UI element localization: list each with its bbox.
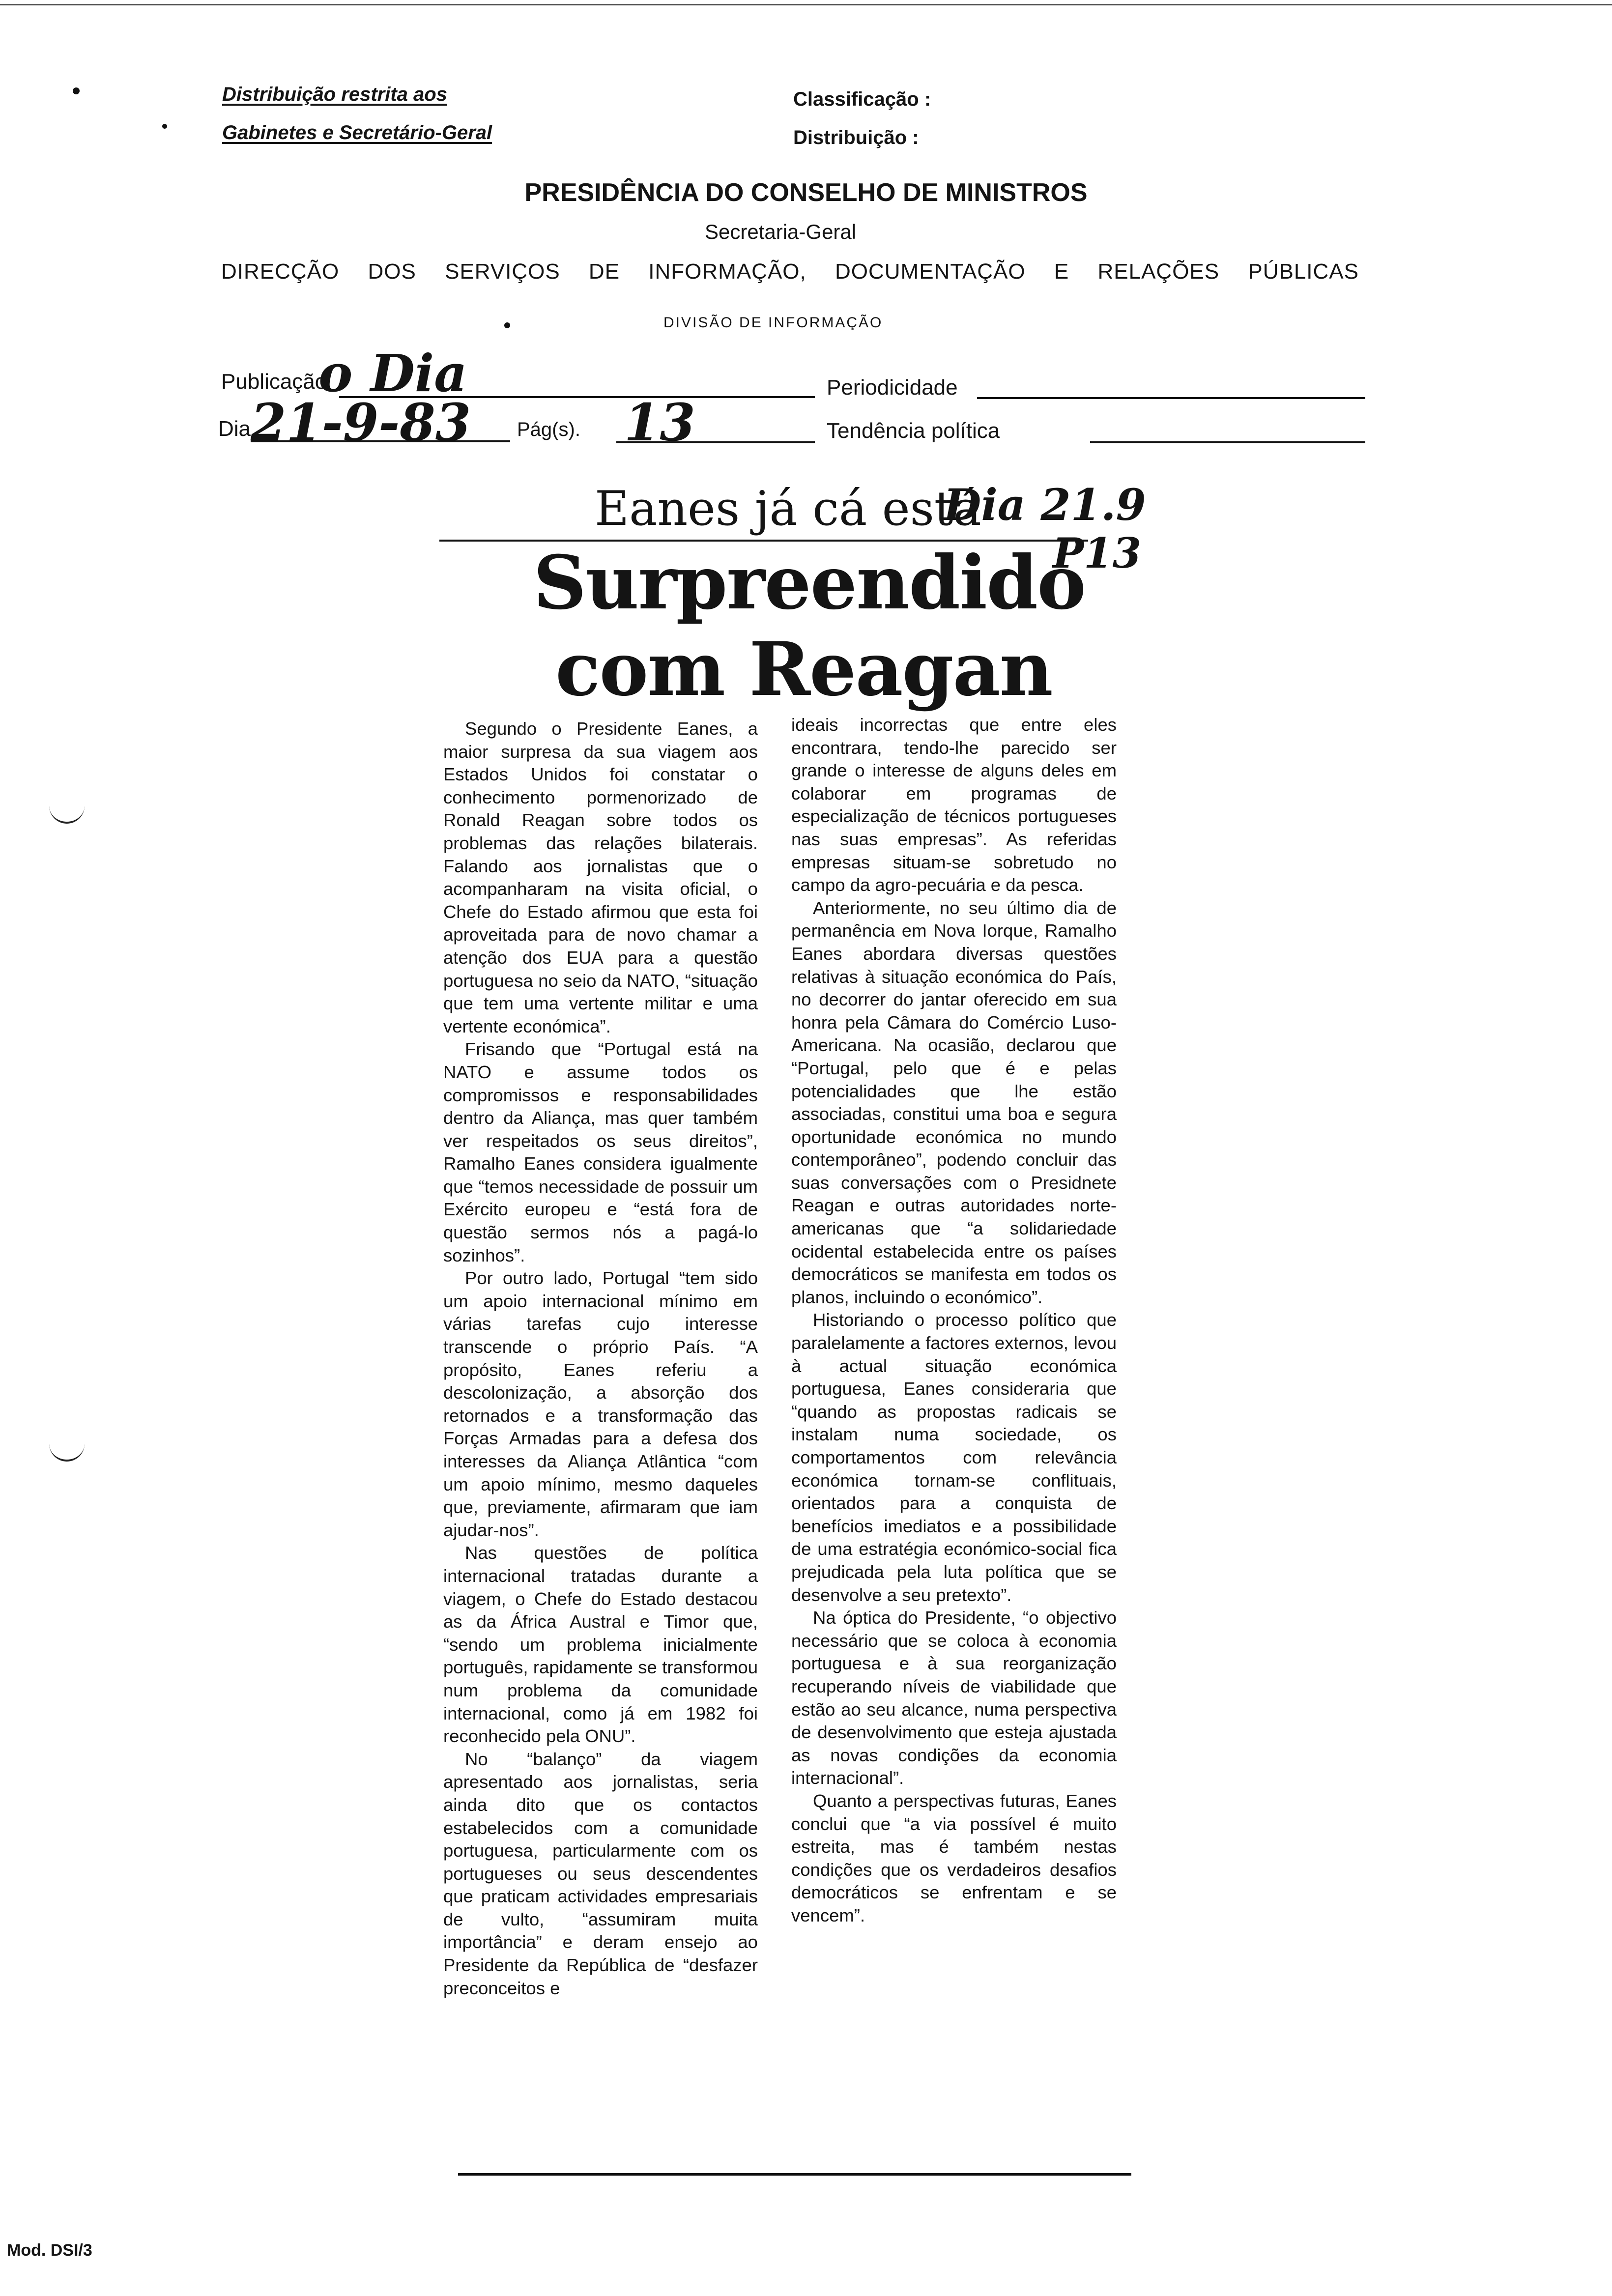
restricted-distribution-line-2: Gabinetes e Secretário-Geral [222, 122, 492, 144]
paragraph: Quanto a perspectivas futuras, Eanes conclui que “a via possível é muito estreita, mas é também nestas condições que os verdadeiros desafios democráticos se enfrentam e se vencem”. [791, 1790, 1117, 1925]
margin-dot [73, 87, 80, 94]
divisao-informacao: DIVISÃO DE INFORMAÇÃO [663, 315, 883, 331]
publicacao-label: Publicação [221, 370, 327, 394]
top-rule [0, 4, 1612, 5]
article-kicker: Eanes já cá está [595, 481, 981, 536]
margin-dot [162, 124, 167, 129]
direccao-title: DIRECÇÃO DOS SERVIÇOS DE INFORMAÇÃO, DOCUMENTAÇÃO E RELAÇÕES PÚBLICAS [221, 259, 1359, 284]
pag-label: Pág(s). [517, 419, 580, 440]
tendencia-label: Tendência política [827, 419, 1000, 443]
margin-dot [504, 322, 510, 328]
dia-line [251, 440, 510, 442]
dia-label: Dia [218, 417, 251, 441]
periodicidade-line [977, 397, 1365, 399]
pag-line [616, 441, 815, 443]
punch-mark [49, 1440, 85, 1462]
paragraph: Frisando que “Portugal está na NATO e assume todos os compromissos e responsabilidades dentro da Aliança, mas quer também ver respeitados os seus direitos”, Ramalho Eanes considera igualmente que “temos necessidade de possuir um Exército europeu e “está fora de questão sermos nós a pagá-lo sozinhos”. [443, 1039, 758, 1265]
form-model-code: Mod. DSI/3 [7, 2241, 92, 2260]
headline-line-2: com Reagan [555, 626, 1052, 713]
headline-line-1: Surpreendido [533, 540, 1086, 626]
article-bottom-rule [458, 2173, 1131, 2176]
handwritten-source-note: Dia 21.9 [944, 479, 1146, 530]
paragraph: Anteriormente, no seu último dia de permanência em Nova Iorque, Ramalho Eanes abordara diversas questões relativas à situação económica do País, no decorrer do jantar oferecido em sua honra pela Câmara do Comércio Luso-Americana. Na ocasião, declarou que “Portugal, pelo que é e pelas potencialidades que lhe estão associadas, constitui uma boa e segura oportunidade económica no mundo contemporâneo”, podendo concluir das suas conversações com o Presidnete Reagan e outras autoridades norte-americanas que “a solidariedade ocidental estabelecida entre os países democráticos se manifesta em todos os planos, incluindo o económico”. [791, 897, 1117, 1307]
article-column-1 [443, 718, 758, 2000]
paragraph: Historiando o processo político que paralelamente a factores externos, levou à actual situação económica portuguesa, Eanes consideraria que “quando as propostas radicais se instalam numa sociedade, os comportamentos com relevância económica tornam-se conflituais, orientados para a conquista de benefícios imediatos e a possibilidade de uma estratégia económico-social fica prejudicada pela luta política que se desenvolve a seu pretexto”. [791, 1310, 1117, 1605]
paragraph: ideais incorrectas que entre eles encontrara, tendo-lhe parecido ser grande o interesse de alguns deles em colaborar em programas de especialização de técnicos portugueses nas suas empresas”. As referidas empresas situam-se sobretudo no campo da agro-pecuária e da pesca. [791, 715, 1117, 895]
paragraph: Por outro lado, Portugal “tem sido um apoio internacional mínimo em várias tarefas cujo interesse transcende o próprio País. “A propósito, Eanes referiu a descolonização, a absorção dos retornados e a transformação das Forças Armadas para a defesa dos interesses da Aliança Atlântica “com um apoio mínimo, mesmo daqueles que, previamente, afirmaram que iam ajudar-nos”. [443, 1268, 758, 1540]
dia-value: 21-9-83 [251, 392, 471, 453]
presidencia-title: PRESIDÊNCIA DO CONSELHO DE MINISTROS [524, 178, 1088, 207]
paragraph: Nas questões de política internacional tratadas durante a viagem, o Chefe do Estado destacou as da África Austral e Timor que, “sendo um problema inicialmente português, rapidamente se transformou num problema da comunidade internacional, como já em 1982 foi reconhecido pela ONU”. [443, 1543, 758, 1747]
paragraph: Na óptica do Presidente, “o objectivo necessário que se coloca à economia portuguesa e à sua reorganização recuperando níveis de viabilidade que estão ao seu alcance, numa perspectiva de desenvolvimento que esteja ajustada as novas condições da economia internacional”. [791, 1607, 1117, 1788]
publicacao-value: o Dia [318, 343, 467, 403]
paragraph: No “balanço” da viagem apresentado aos jornalistas, seria ainda dito que os contactos estabelecidos com a comunidade portuguesa, particularmente com os portugueses ou seus descendentes que praticam actividades empresariais de vulto, “assumiram muita importância” e deram ensejo ao Presidente da República de “desfazer preconceitos e [443, 1749, 758, 1998]
pag-value: 13 [624, 392, 695, 453]
periodicidade-label: Periodicidade [827, 375, 958, 400]
handwritten-page-note: P13 [1053, 529, 1142, 577]
punch-mark [49, 802, 85, 824]
distribuicao-label: Distribuição : [793, 127, 919, 148]
classificacao-label: Classificação : [793, 88, 931, 110]
restricted-distribution-line-1: Distribuição restrita aos [222, 84, 447, 105]
paragraph: Segundo o Presidente Eanes, a maior surpresa da sua viagem aos Estados Unidos foi constatar o conhecimento pormenorizado de Ronald Reagan sobre todos os problemas das relações bilaterais. Falando aos jornalistas que o acompanharam na visita oficial, o Chefe do Estado afirmou que esta foi aproveitada para de novo chamar a atenção dos EUA para a questão portuguesa no seio da NATO, “situação que tem uma vertente militar e uma vertente económica”. [443, 718, 758, 1036]
secretaria-geral: Secretaria-Geral [705, 220, 857, 243]
tendencia-line [1090, 441, 1365, 443]
article-column-2 [791, 714, 1117, 1927]
